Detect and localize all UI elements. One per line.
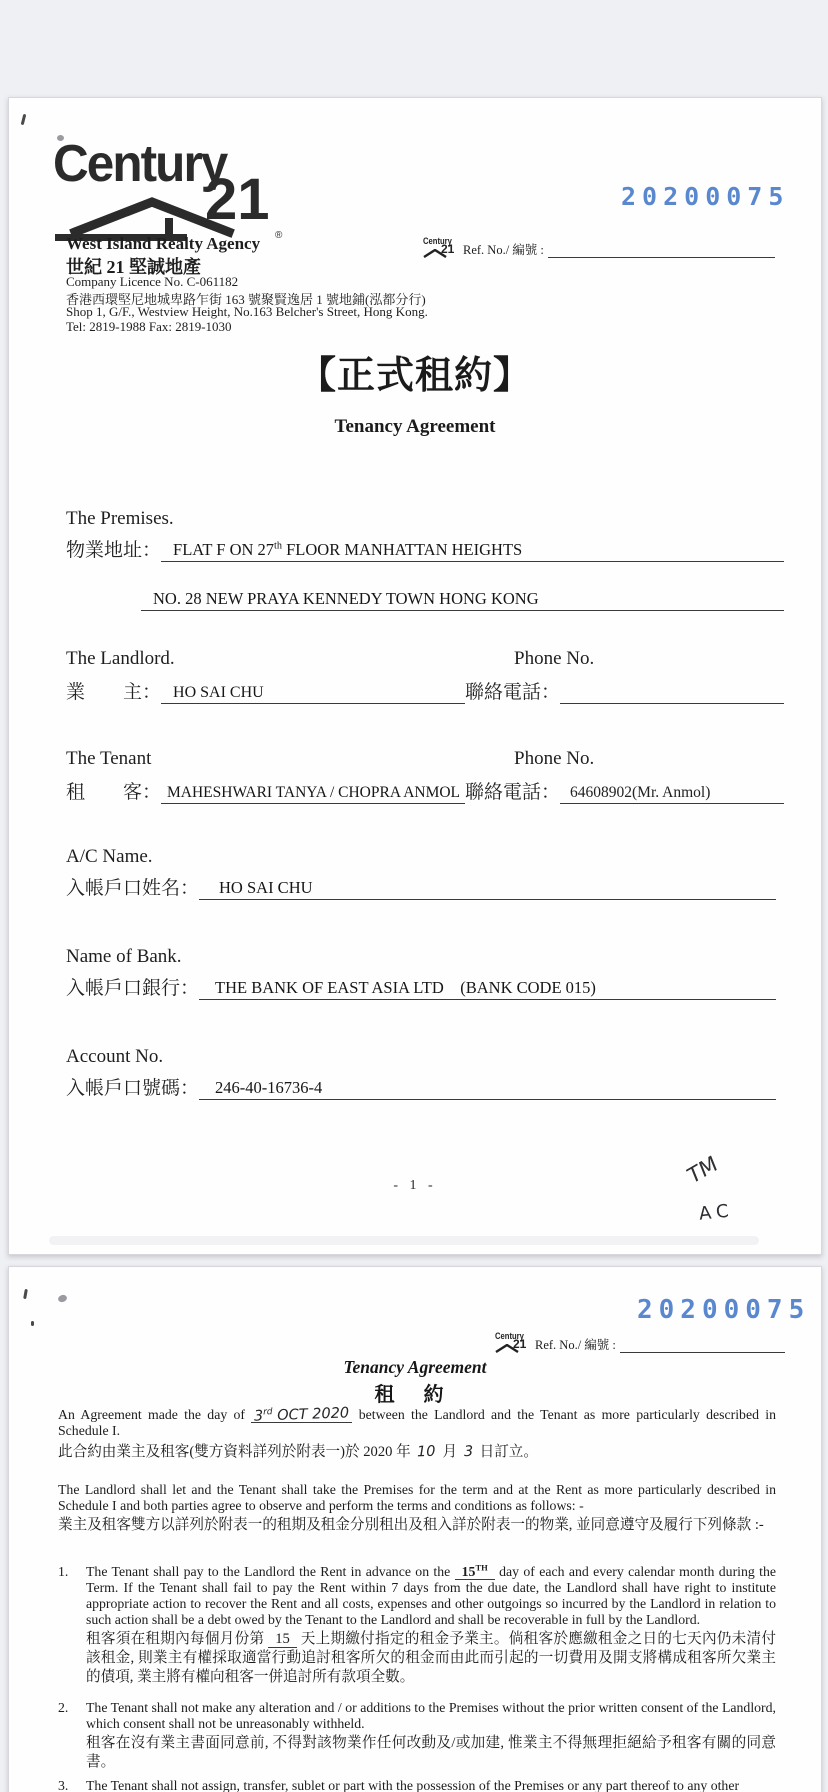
ac-name-label-en: A/C Name. bbox=[66, 846, 153, 867]
account-row bbox=[66, 1070, 776, 1100]
century21-small-logo: Century 21 bbox=[423, 236, 455, 256]
premises-address-line2: NO. 28 NEW PRAYA KENNEDY TOWN HONG KONG bbox=[141, 589, 784, 611]
document-page-1 bbox=[8, 97, 822, 1255]
landlord-phone-blank bbox=[560, 702, 784, 704]
phone-label-zh: 聯絡電話： bbox=[464, 682, 560, 703]
document-page-2 bbox=[8, 1266, 822, 1792]
agency-address-en: Shop 1, G/F., Westview Height, No.163 Belcher's Street, Hong Kong. bbox=[66, 304, 428, 319]
bank-label-zh: 入帳戶口銀行： bbox=[66, 978, 200, 999]
clause-1 bbox=[58, 1564, 776, 1687]
landlord-name: HO SAI CHU bbox=[161, 684, 465, 704]
ink-speck bbox=[23, 1289, 28, 1299]
account-label-en: Account No. bbox=[66, 1046, 164, 1067]
premises-line-2 bbox=[141, 581, 784, 611]
house-roof-icon bbox=[423, 249, 447, 258]
clause-1-text-en: The Tenant shall pay to the Landlord the Rent in advance on the 15TH day of each and every calendar month during the Term. If the Tenant shall fail to pay the Rent within 7 days from the due date, the Landlord shall have right to institute appropriate action to recover the Rent and all costs, expenses and other outgoings so incurred by the Landlord in relation to such action shall be a debt owed by the Tenant to the Landlord and shall be recoverable in full by the Landlord. bbox=[86, 1562, 776, 1627]
ref-no-label: Ref. No./ 編號 : bbox=[463, 243, 544, 257]
agency-tel-fax: Tel: 2819-1988 Fax: 2819-1030 bbox=[66, 319, 232, 334]
licence-no: Company Licence No. C-061182 bbox=[66, 274, 239, 289]
tenant-names: MAHESHWARI TANYA / CHOPRA ANMOL bbox=[161, 784, 465, 804]
ac-name-label-zh: 入帳戶口姓名： bbox=[66, 878, 200, 899]
handwritten-initials-tm: TM bbox=[684, 1151, 721, 1189]
bank-label-en: Name of Bank. bbox=[66, 946, 182, 967]
house-roof-icon bbox=[495, 1344, 519, 1353]
handwritten-month: 10 bbox=[417, 1443, 437, 1461]
formal-lease-title-zh: 【正式租約】 bbox=[297, 355, 532, 397]
page-number: - 1 - bbox=[393, 1178, 437, 1193]
clause-3-number: 3. bbox=[58, 1778, 69, 1792]
tenant-label-en: The Tenant bbox=[66, 748, 152, 769]
phone-label-zh: 聯絡電話： bbox=[464, 782, 560, 803]
bank-row bbox=[66, 970, 776, 1000]
clause-1-text-zh: 租客須在租期內每個月份第 15 天上期繳付指定的租金予業主。倘租客於應繳租金之日的七天內仍未清付該租金, 則業主有權採取適當行動追討租客所欠的租金而由此而引起的一切費用及開支將構成租客所欠業主的債項, 業主將有權向租客一併追討所有款項全數。 bbox=[86, 1631, 776, 1685]
page2-title-zh: 租 約 bbox=[374, 1384, 456, 1406]
ref-no-stamp: 20200075 bbox=[637, 1295, 811, 1325]
landlord-row bbox=[66, 674, 784, 704]
century21-small-logo: Century 21 bbox=[495, 1331, 527, 1351]
premises-label-en: The Premises. bbox=[66, 508, 174, 529]
agency-name-en: West Island Realty Agency bbox=[66, 234, 261, 253]
ink-speck bbox=[21, 114, 27, 125]
premises-line-1 bbox=[66, 532, 784, 562]
intro-paragraph-en: An Agreement made the day of 3rd OCT 2020 between the Landlord and the Tenant as more particularly described in Schedule I. bbox=[58, 1405, 776, 1438]
scan-smudge bbox=[49, 1236, 759, 1245]
tenant-row bbox=[66, 774, 784, 804]
handwritten-day: 3 bbox=[463, 1443, 474, 1461]
ink-speck bbox=[57, 1294, 68, 1304]
tenancy-agreement-title: Tenancy Agreement bbox=[334, 416, 496, 437]
handwritten-date: 3rd OCT 2020 bbox=[251, 1407, 352, 1423]
agency-address-zh: 香港西環堅尼地城卑路乍街 163 號聚賢逸居 1 號地鋪(泓都分行) bbox=[66, 292, 426, 307]
tenant-phone: 64608902(Mr. Anmol) bbox=[560, 784, 784, 804]
intro-paragraph-zh: 此合約由業主及租客(雙方資料詳列於附表一)於 2020 年 10 月 3 日訂立。 bbox=[58, 1443, 776, 1462]
letting-paragraph-zh: 業主及租客雙方以詳列於附表一的租期及租金分別租出及租入詳於附表一的物業, 並同意遵守及履行下列條款 :- bbox=[58, 1517, 764, 1533]
ref-no-underline bbox=[548, 243, 775, 258]
landlord-label-zh: 業 主： bbox=[66, 682, 162, 703]
clause-2-text-zh: 租客在沒有業主書面同意前, 不得對該物業作任何改動及/或加建, 惟業主不得無理拒絕給予租客有關的同意書。 bbox=[86, 1735, 776, 1770]
phone-label-en: Phone No. bbox=[514, 748, 595, 769]
premises-label-zh: 物業地址： bbox=[66, 540, 162, 561]
clause-2 bbox=[58, 1700, 776, 1772]
ref-no-label: Ref. No./ 編號 : bbox=[535, 1338, 616, 1352]
account-label-zh: 入帳戶口號碼： bbox=[66, 1078, 200, 1099]
ref-no-stamp: 20200075 bbox=[621, 182, 790, 211]
clause-2-text-en: The Tenant shall not make any alteration and / or additions to the Premises without the prior written consent of the Landlord, which consent shall not be unreasonably withheld. bbox=[86, 1700, 776, 1731]
agency-name-zh: 世紀 21 堅誠地產 bbox=[66, 257, 201, 277]
premises-address-line1: FLAT F ON 27th FLOOR MANHATTAN HEIGHTS bbox=[161, 540, 784, 562]
ink-speck bbox=[31, 1321, 34, 1326]
account-value: 246-40-16736-4 bbox=[199, 1078, 776, 1100]
rent-day-value: 15TH bbox=[455, 1564, 495, 1580]
agreement-body bbox=[58, 1407, 776, 1792]
clause-1-number: 1. bbox=[58, 1564, 69, 1579]
landlord-label-en: The Landlord. bbox=[66, 648, 175, 669]
ac-name-row bbox=[66, 870, 776, 900]
bank-value: THE BANK OF EAST ASIA LTD (BANK CODE 015) bbox=[199, 974, 776, 1000]
page2-title-en: Tenancy Agreement bbox=[343, 1357, 487, 1377]
handwritten-initials-ac: AC bbox=[697, 1200, 735, 1225]
brand-number: 21 bbox=[205, 167, 270, 232]
clause-2-number: 2. bbox=[58, 1700, 69, 1715]
tenant-label-zh: 租 客： bbox=[66, 782, 162, 803]
ac-name-value: HO SAI CHU bbox=[199, 878, 776, 900]
clause-3 bbox=[58, 1778, 776, 1792]
ref-no-row bbox=[495, 1331, 785, 1353]
rent-day-value-zh: 15 bbox=[268, 1631, 297, 1648]
clause-3-text-en: The Tenant shall not assign, transfer, sublet or part with the possession of the Premises or any part thereof to any other bbox=[86, 1778, 740, 1792]
ref-no-row bbox=[423, 236, 775, 258]
ref-no-underline bbox=[620, 1338, 785, 1353]
letting-paragraph-en: The Landlord shall let and the Tenant shall take the Premises for the term and at the Rent as more particularly described in Schedule I and both parties agree to observe and perform the terms and conditions as follows: - bbox=[58, 1482, 776, 1513]
brand-name: Century bbox=[53, 135, 227, 193]
phone-label-en: Phone No. bbox=[514, 648, 595, 669]
registered-mark: ® bbox=[275, 230, 283, 241]
